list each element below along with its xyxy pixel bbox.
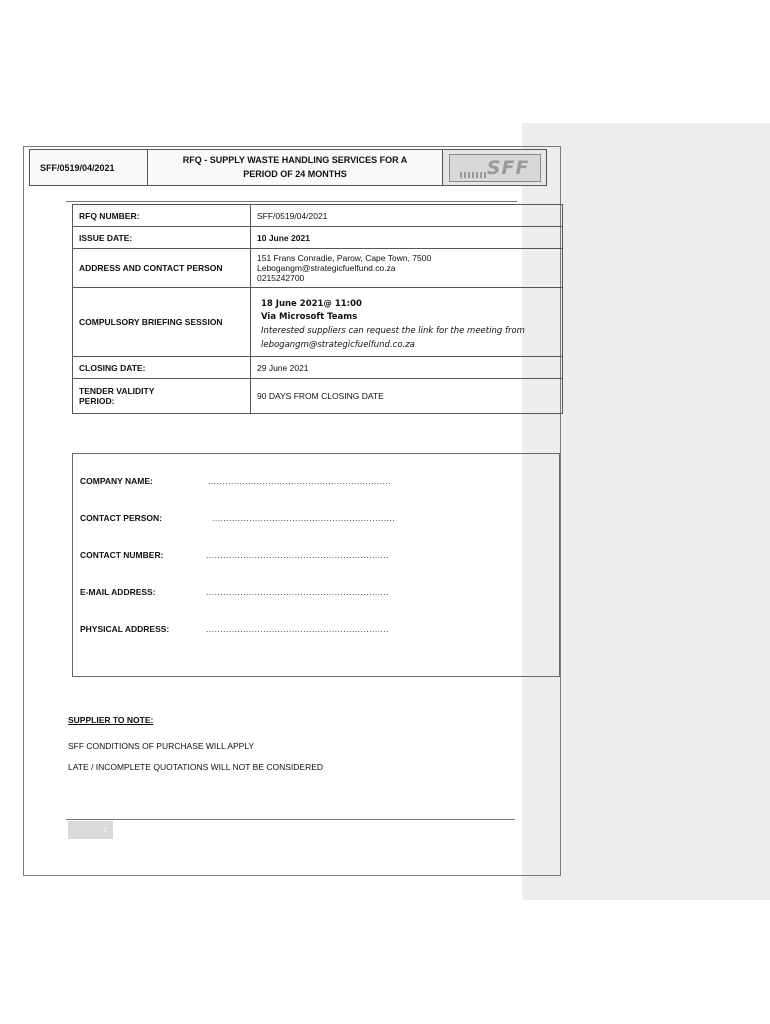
header-title-line1: RFQ - SUPPLY WASTE HANDLING SERVICES FOR A: [182, 154, 408, 165]
header-title: [148, 150, 443, 185]
rfq-number-label: RFQ NUMBER:: [73, 205, 251, 227]
document-header: [29, 149, 547, 186]
email-line: Lebogangm@strategicfuelfund.co.za: [257, 262, 396, 273]
logo-cell: [443, 150, 546, 185]
contact-person-field[interactable]: ................................................................: [212, 513, 396, 523]
closing-date-value: 29 June 2021: [251, 357, 563, 379]
rfq-info-table: [72, 204, 563, 414]
address-value: [251, 249, 563, 288]
page-number: 1: [68, 821, 113, 839]
company-name-field[interactable]: ................................................................: [208, 476, 392, 486]
note-late-quotations: LATE / INCOMPLETE QUOTATIONS WILL NOT BE CONSIDERED: [68, 762, 324, 772]
phone-line: 0215242700: [257, 273, 305, 284]
email-address-field[interactable]: ................................................................: [206, 587, 390, 597]
table-row: [73, 357, 563, 379]
validity-value: 90 DAYS FROM CLOSING DATE: [251, 379, 563, 414]
sff-logo: [449, 154, 541, 182]
rfq-number-value: SFF/0519/04/2021: [251, 205, 563, 227]
table-row: [73, 379, 563, 414]
header-reference: SFF/0519/04/2021: [30, 150, 148, 185]
table-row: [73, 227, 563, 249]
briefing-note: Interested suppliers can request the link for the meeting from: [261, 326, 525, 336]
header-divider: [66, 201, 517, 202]
table-row: [73, 288, 563, 357]
address-label: ADDRESS AND CONTACT PERSON: [73, 249, 251, 288]
briefing-value: [251, 288, 563, 357]
supplier-note-heading: SUPPLIER TO NOTE:: [68, 715, 154, 725]
physical-address-field[interactable]: ................................................................: [206, 624, 390, 634]
footer-divider: [66, 819, 515, 820]
address-line: 151 Frans Conradie, Parow, Cape Town, 7500: [257, 252, 432, 263]
table-row: [73, 249, 563, 288]
briefing-platform: Via Microsoft Teams: [261, 312, 358, 323]
briefing-label: COMPULSORY BRIEFING SESSION: [73, 288, 251, 357]
logo-text: SFF: [486, 156, 530, 179]
validity-label: [73, 379, 251, 414]
issue-date-value: 10 June 2021: [251, 227, 563, 249]
validity-label-line1: TENDER VALIDITY: [79, 385, 155, 396]
contact-number-field[interactable]: ................................................................: [206, 550, 390, 560]
contact-person-label: CONTACT PERSON:: [80, 513, 163, 523]
header-title-line2: PERIOD OF 24 MONTHS: [243, 168, 347, 179]
issue-date-label: ISSUE DATE:: [73, 227, 251, 249]
table-row: [73, 205, 563, 227]
closing-date-label: CLOSING DATE:: [73, 357, 251, 379]
company-details-form: [72, 453, 560, 677]
email-address-label: E-MAIL ADDRESS:: [80, 587, 156, 597]
validity-label-line2: PERIOD:: [79, 396, 115, 406]
contact-number-label: CONTACT NUMBER:: [80, 550, 164, 560]
briefing-datetime: 18 June 2021@ 11:00: [261, 298, 362, 309]
company-name-label: COMPANY NAME:: [80, 476, 153, 486]
note-conditions: SFF CONDITIONS OF PURCHASE WILL APPLY: [68, 741, 255, 751]
briefing-email: lebogangm@strategicfuelfund.co.za: [261, 339, 415, 350]
logo-stripes: [460, 172, 486, 178]
physical-address-label: PHYSICAL ADDRESS:: [80, 624, 170, 634]
